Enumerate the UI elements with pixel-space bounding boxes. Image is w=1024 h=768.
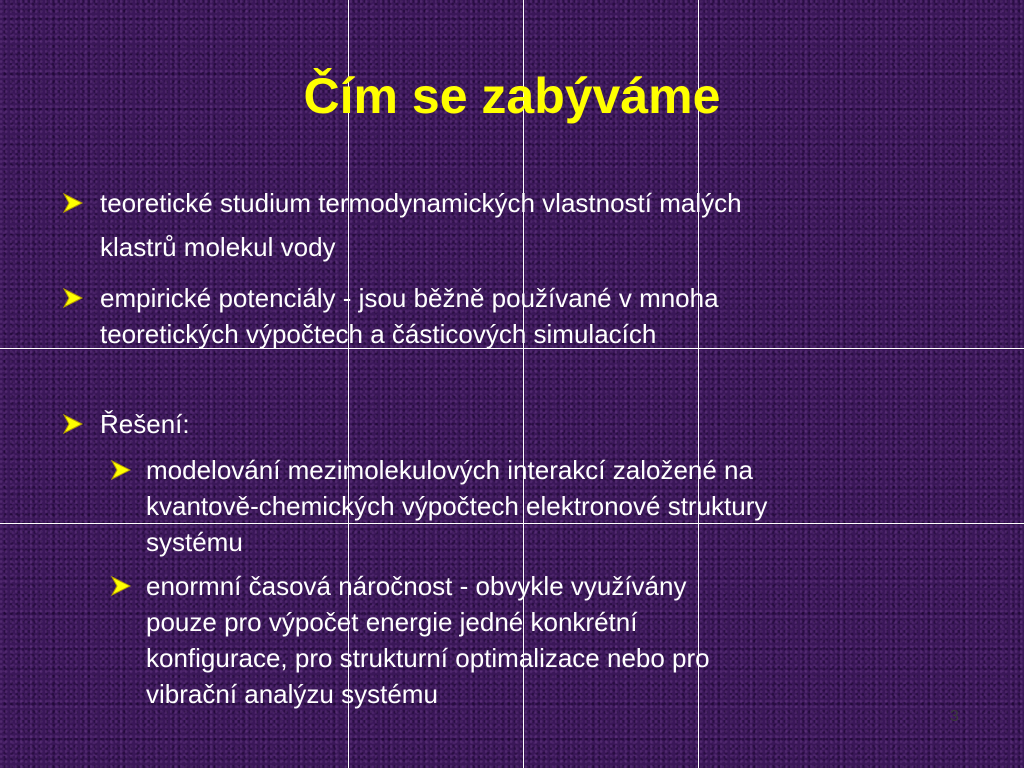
bullet-text-line: enormní časová náročnost - obvykle využívány [146,571,687,601]
bullet-text-line: systému [146,527,243,557]
bullet-item [62,181,962,269]
bullet-text-line: empirické potenciály - jsou běžně používané v mnoha [100,283,719,313]
bullet-text-line: Řešení: [100,409,190,439]
bullet-text-line: pouze pro výpočet energie jedné konkrétní [146,607,638,637]
bullet-text-line: vibrační analýzu systému [146,679,438,709]
sub-bullet-item [110,568,970,712]
yellow-arrow-bullet-icon [110,460,132,480]
bullet-item [62,280,962,352]
bullet-text-line: klastrů molekul vody [100,232,336,262]
bullet-text-line: kvantově-chemických výpočtech elektronové struktury [146,491,768,521]
bullet-text-line: teoretických výpočtech a částicových simulacích [100,319,657,349]
yellow-arrow-bullet-icon [110,576,132,596]
bullet-item [62,406,962,442]
bullet-text-line: modelování mezimolekulových interakcí založené na [146,455,753,485]
sub-bullet-item [110,452,970,560]
page-number: 3 [950,708,959,725]
slide-title: Čím se zabýváme [303,68,721,124]
yellow-arrow-bullet-icon [62,414,84,434]
bullet-text-line: teoretické studium termodynamických vlastností malých [100,188,742,218]
yellow-arrow-bullet-icon [62,288,84,308]
bullet-text-line: konfigurace, pro strukturní optimalizace nebo pro [146,643,710,673]
yellow-arrow-bullet-icon [62,193,84,213]
